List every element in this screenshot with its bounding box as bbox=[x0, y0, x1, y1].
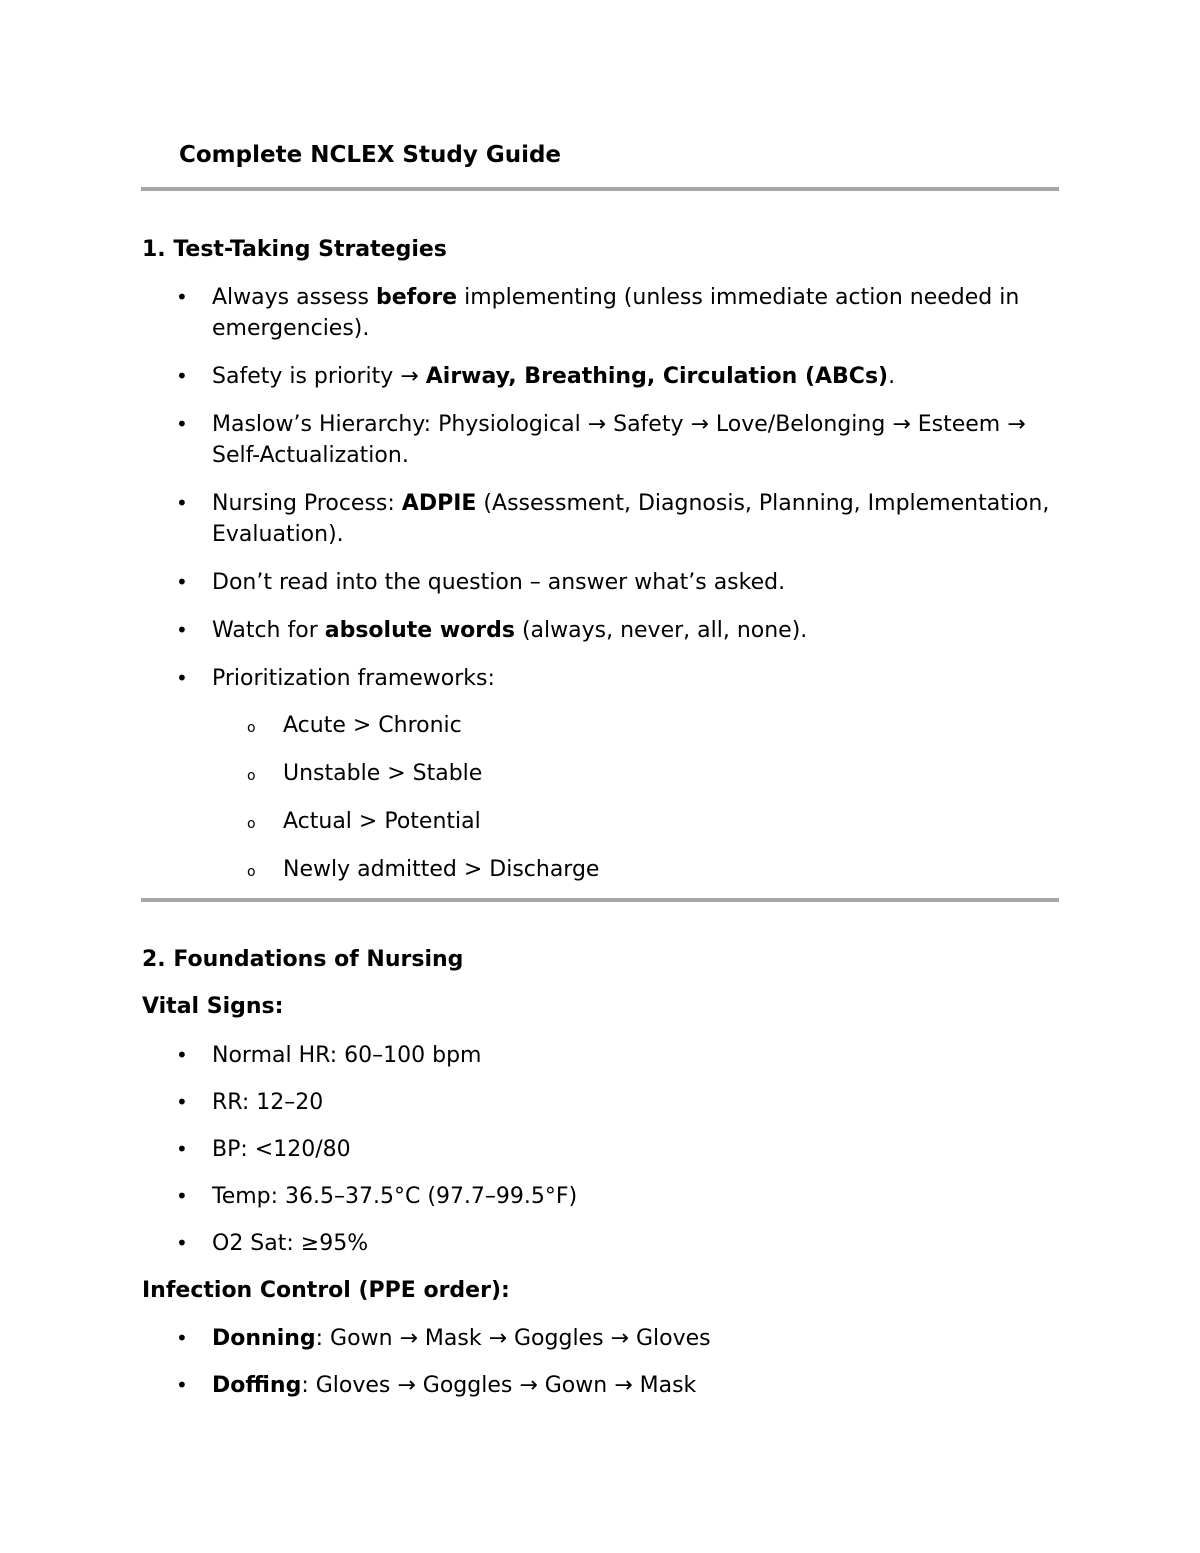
sublist-item: o Acute > Chronic bbox=[212, 710, 1060, 741]
list-item: • Always assess before implementing (unless immediate action needed in emergencies). bbox=[0, 282, 1200, 344]
bullet-icon: • bbox=[176, 570, 188, 594]
list-item: • RR: 12–20 bbox=[0, 1087, 1200, 1118]
bullet-icon: • bbox=[176, 618, 188, 642]
bullet-icon: • bbox=[176, 1373, 188, 1397]
vital-signs-heading: Vital Signs: bbox=[142, 994, 284, 1019]
bullet-icon: • bbox=[176, 666, 188, 690]
list-item: • Donning: Gown → Mask → Goggles → Gloves bbox=[0, 1323, 1200, 1354]
bullet-icon: • bbox=[176, 412, 188, 436]
infection-control-heading: Infection Control (PPE order): bbox=[142, 1278, 510, 1303]
list-item: • O2 Sat: ≥95% bbox=[0, 1228, 1200, 1259]
list-item: • Safety is priority → Airway, Breathing, Circulation (ABCs). bbox=[0, 361, 1200, 392]
list-item: • Nursing Process: ADPIE (Assessment, Diagnosis, Planning, Implementation, Evaluation). bbox=[0, 488, 1200, 550]
bullet-icon: • bbox=[176, 1326, 188, 1350]
vital-signs-list bbox=[0, 1040, 1200, 1259]
bullet-icon: • bbox=[176, 285, 188, 309]
bullet-icon: • bbox=[176, 1184, 188, 1208]
strategies-list bbox=[0, 282, 1200, 885]
list-item: • Maslow’s Hierarchy: Physiological → Safety → Love/Belonging → Esteem → Self-Actualization. bbox=[0, 409, 1200, 471]
circle-bullet-icon: o bbox=[247, 720, 256, 736]
list-item: • Prioritization frameworks: o Acute > Chronic o Unstable > Stable o Actual > Potential o Newly admitted > Discharge bbox=[0, 663, 1200, 885]
circle-bullet-icon: o bbox=[247, 768, 256, 784]
bullet-icon: • bbox=[176, 1043, 188, 1067]
document-title: Complete NCLEX Study Guide bbox=[179, 142, 562, 168]
sublist-item: o Actual > Potential bbox=[212, 806, 1060, 837]
divider bbox=[141, 187, 1059, 191]
section-1-heading: 1. Test-Taking Strategies bbox=[142, 237, 447, 262]
circle-bullet-icon: o bbox=[247, 816, 256, 832]
bullet-icon: • bbox=[176, 1137, 188, 1161]
sublist-item: o Unstable > Stable bbox=[212, 758, 1060, 789]
bullet-icon: • bbox=[176, 1231, 188, 1255]
list-item: • Don’t read into the question – answer what’s asked. bbox=[0, 567, 1200, 598]
circle-bullet-icon: o bbox=[247, 864, 256, 880]
divider bbox=[141, 898, 1059, 902]
list-item: • Normal HR: 60–100 bpm bbox=[0, 1040, 1200, 1071]
list-item: • Temp: 36.5–37.5°C (97.7–99.5°F) bbox=[0, 1181, 1200, 1212]
section-2-heading: 2. Foundations of Nursing bbox=[142, 947, 464, 972]
list-item: • BP: <120/80 bbox=[0, 1134, 1200, 1165]
bullet-icon: • bbox=[176, 364, 188, 388]
sublist-item: o Newly admitted > Discharge bbox=[212, 854, 1060, 885]
list-item: • Watch for absolute words (always, never, all, none). bbox=[0, 615, 1200, 646]
ppe-list bbox=[0, 1323, 1200, 1401]
list-item: • Doffing: Gloves → Goggles → Gown → Mask bbox=[0, 1370, 1200, 1401]
prioritization-sublist bbox=[212, 710, 1060, 885]
bullet-icon: • bbox=[176, 1090, 188, 1114]
bullet-icon: • bbox=[176, 491, 188, 515]
